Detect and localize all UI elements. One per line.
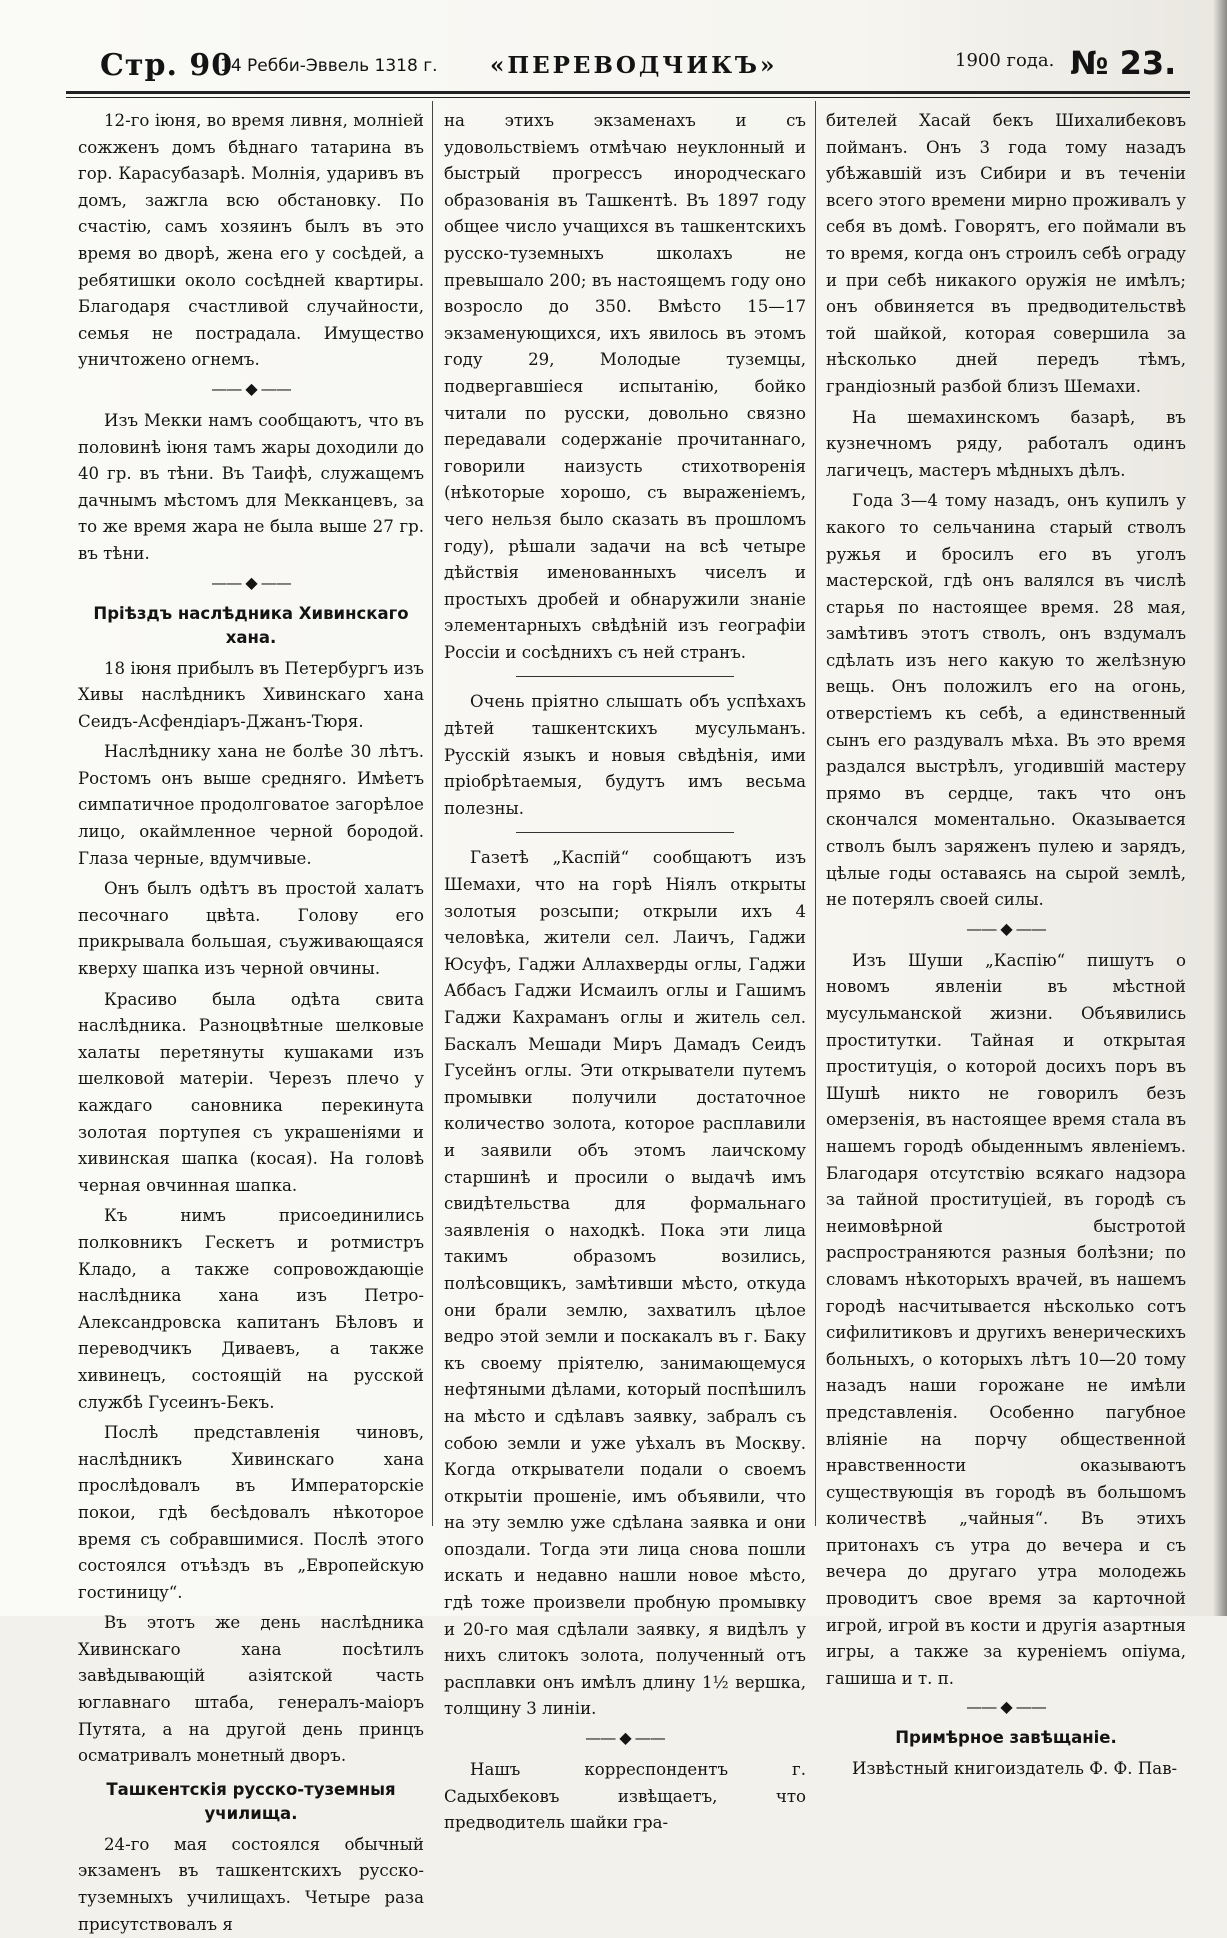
news-paragraph: Извѣстный книгоиздатель Ф. Ф. Пав- (852, 1759, 1178, 1779)
news-paragraph: 12-го іюня, во время ливня, молніей сожженъ домъ бѣднаго татарина въ гор. Карасубазарѣ. Молнія, ударивъ въ домъ, зажгла всю обстановку. По счастію, самъ хозяинъ былъ въ это время во дворѣ, жена его у сосѣдей, а ребятишки около сосѣдней квартиры. Благодаря счастливой случайности, семья не пострадала. Имущество уничтожено огнемъ. (78, 111, 424, 370)
header-rule (66, 91, 1190, 94)
news-paragraph: Онъ былъ одѣтъ въ простой халатъ песочнаго цвѣта. Голову его прикрывала большая, съуживающаяся кверху шапка изъ черной овчины. (78, 879, 424, 979)
news-paragraph: Года 3—4 тому назадъ, онъ купилъ у какого то сельчанина старый стволъ ружья и бросилъ его въ уголъ мастерской, гдѣ онъ валялся въ числѣ старья по настоящее время. 28 мая, замѣтивъ этотъ стволъ, онъ вздумалъ сдѣлать изъ него какую то желѣзную вещь. Онъ положилъ его на огонь, отверстіемъ къ себѣ, а единственный сынъ его раздувалъ мѣха. Въ это время раздался выстрѣлъ, угодившій мастеру прямо въ сердце, такъ что онъ скончался моментально. Оказывается стволъ былъ заряженъ пулею и зарядъ, цѣлые годы оставаясь на сырой землѣ, не потерялъ своей силы. (826, 491, 1186, 910)
column-divider (815, 101, 816, 1526)
news-paragraph: 18 іюня прибылъ въ Петербургъ изъ Хивы наслѣдникъ Хивинскаго хана Сеидъ-Асфендіаръ-Джанъ-Тюря. (78, 658, 424, 731)
news-paragraph: Очень пріятно слышать объ успѣхахъ дѣтей ташкентскихъ мусульманъ. Русскій языкъ и новыя свѣдѣнія, ими пріобрѣтаемыя, будутъ имъ весьма полезны. (444, 692, 806, 818)
column-1 (78, 108, 424, 1934)
news-paragraph: 24-го мая состоялся обычный экзаменъ въ ташкентскихъ русско-туземныхъ училищахъ. Четыре раза присутствовалъ я (78, 1834, 424, 1934)
news-paragraph: бителей Хасай бекъ Шихалибековъ пойманъ. Онъ 3 года тому назадъ убѣжавшій изъ Сибири и въ теченіи всего этого времени мирно проживалъ у себя въ домѣ. Говорятъ, его поймали въ то время, когда онъ строилъ себѣ ограду и при себѣ никакого оружія не имѣлъ; онъ обвиняется въ предводительствѣ той шайкой, которая совершила за нѣсколько дней передъ тѣмъ, грандіозный разбой близъ Шемахи. (826, 111, 1186, 396)
ornament-divider: —— ◆ —— (444, 1727, 806, 1749)
page-number: Стр. 90 (100, 48, 234, 83)
news-paragraph: Изъ Мекки намъ сообщаютъ, что въ половинѣ іюня тамъ жары доходили до 40 гр. въ тѣни. Въ Таифѣ, служащемъ дачнымъ мѣстомъ для Мекканцевъ, за то же время жара не была выше 27 гр. въ тѣни. (78, 410, 424, 563)
hijri-date: 14 Ребби-Эввель 1318 г. (220, 56, 438, 76)
column-2 (444, 108, 806, 1833)
ornament-divider: —— ◆ —— (826, 1696, 1186, 1718)
newspaper-title: «ПЕРЕВОДЧИКЪ» (490, 52, 778, 79)
news-paragraph: Въ этотъ же день наслѣдника Хивинскаго хана посѣтилъ завѣдывающій азіятской часть юглавнаго штаба, генералъ-маіоръ Путята, а на другой день принцъ осматривалъ монетный дворъ. (78, 1613, 424, 1766)
column-3 (826, 108, 1186, 1779)
rule-divider (516, 676, 733, 677)
article-heading: Пріѣздъ наслѣдника Хивинскаго хана. (93, 603, 409, 647)
news-paragraph: Послѣ представленія чиновъ, наслѣдникъ Хивинскаго хана прослѣдовалъ въ Императорскіе покои, гдѣ бесѣдовалъ нѣкоторое время съ собравшимися. Послѣ этого состоялся отъѣздъ въ „Европейскую гостиницу“. (78, 1423, 424, 1602)
rule-divider (516, 832, 733, 833)
news-paragraph: Наслѣднику хана не болѣе 30 лѣтъ. Ростомъ онъ выше средняго. Имѣетъ симпатичное продолговатое загорѣлое лицо, окаймленное черной бородой. Глаза черные, вдумчивые. (78, 742, 424, 868)
header-rule-thin (66, 97, 1190, 98)
news-paragraph: Къ нимъ присоединились полковникъ Гескетъ и ротмистръ Кладо, а также сопровождающіе наслѣдника хана изъ Петро-Александровска капитанъ Бѣловъ и переводчикъ Диваевъ, а также хивинецъ, состоящій на русской службѣ Гусеинъ-Бекъ. (78, 1206, 424, 1412)
issue-year: 1900 года. (955, 50, 1055, 71)
ornament-divider: —— ◆ —— (826, 918, 1186, 940)
column-divider (432, 101, 433, 1526)
news-paragraph: Газетѣ „Каспій“ сообщаютъ изъ Шемахи, что на горѣ Ніялъ открыты золотыя розсыпи; открыли ихъ 4 человѣка, жители сел. Лаичъ, Гаджи Юсуфъ, Гаджи Аллахверды оглы, Гаджи Аббасъ Гаджи Исмаилъ оглы и Гашимъ Гаджи Кахраманъ оглы и житель сел. Баскалъ Мешади Миръ Дамадъ Сеидъ Гусейнъ оглы. Эти открыватели путемъ промывки получили достаточное количество золота, которое расплавили и заявили объ этомъ лаичскому старшинѣ и просили о выдачѣ имъ свидѣтельства для формальнаго заявленія о находкѣ. Пока эти лица такимъ образомъ возились, полѣсовщикъ, замѣтивши мѣсто, откуда они брали землю, захватилъ цѣлое ведро этой земли и поскакалъ въ г. Баку къ своему пріятелю, занимающемуся нефтяными дѣлами, который поспѣшилъ на мѣсто и сдѣлавъ заявку, забралъ съ собою земли и уже уѣхалъ въ Москву. Когда открыватели подали о своемъ открытіи прошеніе, имъ объявили, что на эту землю уже сдѣлана заявка и они опоздали. Тогда эти лица снова пошли искать и недавно нашли новое мѣсто, гдѣ тоже произвели пробную промывку и 20-го мая сдѣлали заявку, я видѣлъ у нихъ слитокъ золота, полученный отъ расплавки онъ имѣлъ длину 1½ вершка, толщину 3 линіи. (444, 848, 806, 1719)
news-paragraph: Изъ Шуши „Каспію“ пишутъ о новомъ явленіи въ мѣстной мусульманской жизни. Объявились проститутки. Тайная и открытая проституція, о которой досихъ поръ въ Шушѣ никто не говорилъ безъ омерзенія, въ настоящее время стала въ нашемъ городѣ обыденнымъ явленіемъ. Благодаря отсутствію всякаго надзора за тайной проституціей, въ городѣ съ неимовѣрной быстротой распространяются разныя болѣзни; по словамъ нѣкоторыхъ врачей, въ нашемъ городѣ насчитывается нѣсколько сотъ сифилитиковъ и другихъ венерическихъ больныхъ, о которыхъ лѣтъ 10—20 тому назадъ наши горожане не имѣли представленія. Особенно пагубное вліяніе на порчу общественной нравственности оказываютъ существующія въ городѣ въ большомъ количествѣ „чайныя“. Въ этихъ притонахъ съ утра до вечера и съ вечера до другаго утра молодежь проводитъ свое время за карточной игрой, игрой въ кости и другія азартныя игры, а также за куреніемъ опіума, гашиша и т. п. (826, 950, 1186, 1688)
article-heading: Ташкентскія русско-туземныя училища. (106, 1779, 396, 1823)
news-paragraph: Нашъ корреспондентъ г. Садыхбековъ извѣщаетъ, что предводитель шайки гра- (444, 1760, 806, 1833)
article-heading: Примѣрное завѣщаніе. (895, 1728, 1117, 1748)
news-paragraph: На шемахинскомъ базарѣ, въ кузнечномъ ряду, работалъ одинъ лагичецъ, мастеръ мѣдныхъ дѣлъ. (826, 407, 1186, 480)
issue-number: № 23. (1070, 44, 1177, 82)
page-header (70, 44, 1190, 90)
news-paragraph: Красиво была одѣта свита наслѣдника. Разноцвѣтные шелковые халаты перетянуты кушаками изъ шелковой матеріи. Черезъ плечо у каждаго сановника перекинута золотая портупея съ украшеніями и хивинская шапка (косая). На головѣ черная овчинная шапка. (78, 989, 424, 1195)
news-paragraph: на этихъ экзаменахъ и съ удовольствіемъ отмѣчаю неуклонный и быстрый прогрессъ инородческаго образованія въ Ташкентѣ. Въ 1897 году общее число учащихся въ ташкентскихъ русско-туземныхъ школахъ не превышало 200; въ настоящемъ году оно возросло до 350. Вмѣсто 15—17 экзаменующихся, ихъ явилось въ этомъ году 29, Молодые туземцы, подвергавшіеся испытанію, бойко читали по русски, довольно связно передавали содержаніе прочитаннаго, говорили наизусть стихотворенія (нѣкоторые хорошо, съ выраженіемъ, чего нельзя было сказать въ прошломъ году), рѣшали задачи на всѣ четыре дѣйствія именованныхъ чиселъ и простыхъ дробей и обнаружили знаніе элементарныхъ свѣдѣній изъ географіи Россіи и сосѣднихъ съ ней странъ. (444, 111, 806, 662)
ornament-divider: —— ◆ —— (78, 572, 424, 594)
ornament-divider: —— ◆ —— (78, 378, 424, 400)
